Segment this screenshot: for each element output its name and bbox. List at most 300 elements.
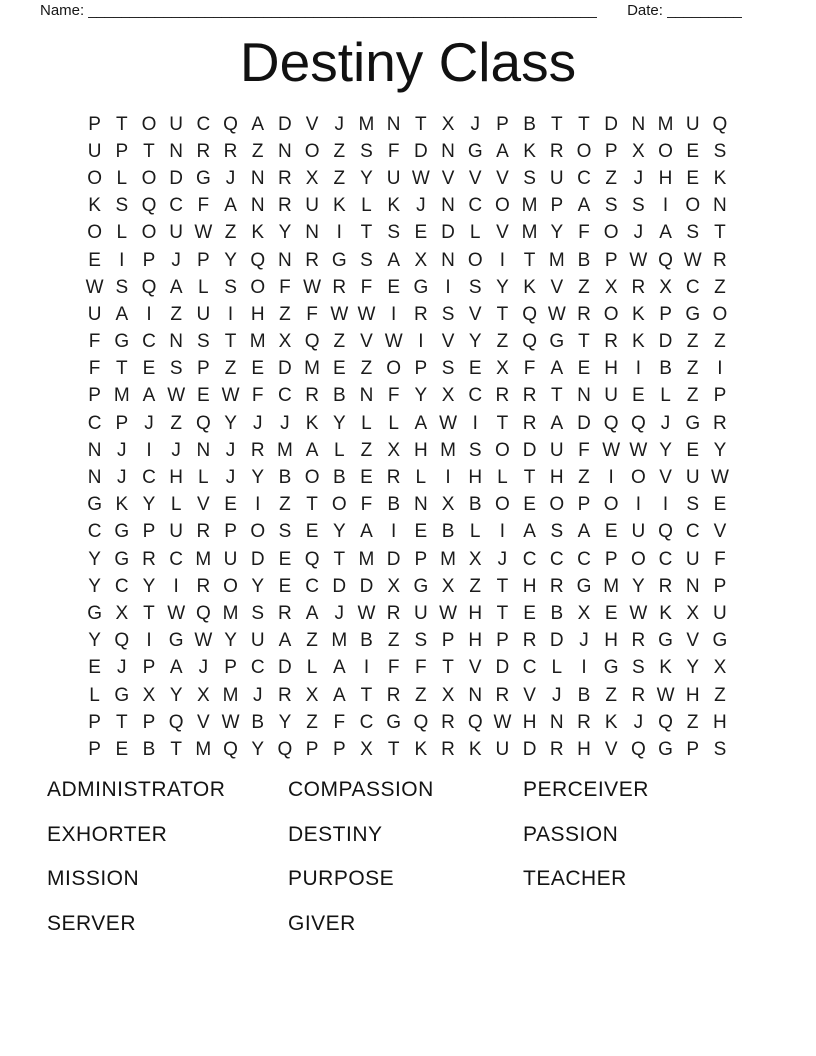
grid-letter: Y <box>88 630 101 652</box>
grid-letter: B <box>251 711 265 733</box>
grid-letter: B <box>577 249 591 271</box>
grid-letter: T <box>387 738 400 760</box>
grid-letter: O <box>141 222 157 244</box>
word-list-item: GIVER <box>288 911 356 935</box>
word-list-item: COMPASSION <box>288 778 434 801</box>
grid-letter: G <box>114 684 130 706</box>
grid-letter: U <box>223 548 238 570</box>
grid-letter: I <box>608 467 614 489</box>
grid-letter: A <box>169 276 183 298</box>
grid-letter: N <box>441 195 455 217</box>
grid-letter: T <box>578 331 590 353</box>
grid-letter: Z <box>333 167 346 189</box>
grid-letter: R <box>631 630 646 652</box>
grid-letter: P <box>577 494 591 516</box>
grid-letter: E <box>251 358 265 380</box>
grid-letter: L <box>415 467 427 489</box>
grid-letter: W <box>330 303 349 325</box>
grid-letter: I <box>635 358 641 380</box>
grid-letter: R <box>658 575 673 597</box>
grid-letter: X <box>360 738 373 760</box>
grid-letter: W <box>194 222 213 244</box>
grid-letter: N <box>468 684 483 706</box>
word-list-column <box>47 779 225 957</box>
grid-letter: R <box>713 412 727 434</box>
grid-letter: Q <box>168 711 184 733</box>
grid-letter: O <box>141 113 157 135</box>
grid-letter: P <box>332 738 346 760</box>
grid-letter: Z <box>224 222 237 244</box>
grid-letter: K <box>523 140 536 162</box>
grid-letter: O <box>331 494 347 516</box>
grid-letter: Y <box>169 684 183 706</box>
grid-letter: X <box>659 276 672 298</box>
grid-letter: P <box>496 113 509 135</box>
grid-letter: A <box>251 113 265 135</box>
grid-letter: W <box>439 412 457 434</box>
grid-letter: R <box>604 331 619 353</box>
grid-letter: L <box>469 521 481 543</box>
grid-letter: F <box>88 358 101 380</box>
grid-letter: O <box>304 467 320 489</box>
grid-letter: Y <box>332 521 346 543</box>
grid-letter: J <box>117 439 127 461</box>
grid-letter: X <box>441 385 455 407</box>
grid-letter: M <box>304 358 320 380</box>
grid-letter: G <box>413 575 429 597</box>
grid-letter: H <box>549 467 564 489</box>
grid-letter: Q <box>277 738 293 760</box>
grid-letter: P <box>115 140 129 162</box>
grid-letter: V <box>496 222 509 244</box>
grid-letter: Z <box>415 684 427 706</box>
grid-letter: N <box>713 195 727 217</box>
grid-letter: S <box>197 331 210 353</box>
grid-letter: P <box>659 303 672 325</box>
grid-letter: S <box>115 276 129 298</box>
grid-letter: O <box>467 249 483 271</box>
grid-letter: O <box>141 167 157 189</box>
grid-letter: U <box>604 385 619 407</box>
word-list-item: ADMINISTRATOR <box>47 778 226 801</box>
grid-letter: F <box>306 303 318 325</box>
grid-letter: G <box>658 630 673 652</box>
grid-letter: T <box>523 249 536 271</box>
grid-letter: Y <box>142 494 156 516</box>
grid-letter: X <box>686 602 700 624</box>
grid-letter: C <box>142 467 156 489</box>
grid-letter: S <box>441 303 455 325</box>
grid-letter: L <box>469 222 481 244</box>
grid-letter: I <box>472 412 478 434</box>
grid-letter: K <box>468 738 482 760</box>
grid-letter: H <box>468 467 483 489</box>
name-blank-line: _____________________________________________________________ <box>88 2 598 19</box>
grid-letter: E <box>468 358 482 380</box>
grid-letter: D <box>522 738 537 760</box>
grid-letter: Y <box>224 412 237 434</box>
grid-letter: I <box>662 494 669 516</box>
grid-letter: T <box>143 602 155 624</box>
grid-letter: W <box>547 303 566 325</box>
grid-letter: V <box>550 276 564 298</box>
grid-letter: E <box>115 738 129 760</box>
grid-letter: I <box>581 657 587 679</box>
grid-letter: J <box>497 548 508 570</box>
grid-letter: K <box>604 711 618 733</box>
grid-letter: U <box>169 521 184 543</box>
grid-letter: M <box>358 113 375 135</box>
grid-letter: A <box>332 657 346 679</box>
grid-letter: Y <box>142 575 156 597</box>
grid-letter: O <box>250 276 266 298</box>
grid-letter: Z <box>170 303 182 325</box>
grid-letter: J <box>633 222 644 244</box>
grid-letter: T <box>115 113 128 135</box>
grid-letter: E <box>577 358 591 380</box>
grid-letter: Q <box>658 521 673 543</box>
grid-letter: A <box>305 439 319 461</box>
grid-letter: Q <box>114 630 130 652</box>
grid-letter: O <box>549 494 565 516</box>
grid-letter: F <box>387 657 400 679</box>
grid-letter: M <box>195 738 212 760</box>
grid-letter: Y <box>414 385 428 407</box>
grid-letter: R <box>278 602 292 624</box>
grid-letter: T <box>115 711 128 733</box>
grid-letter: E <box>88 657 101 679</box>
grid-letter: K <box>414 738 428 760</box>
grid-letter: K <box>659 657 672 679</box>
grid-letter: G <box>658 738 673 760</box>
grid-letter: M <box>521 195 538 217</box>
grid-letter: G <box>168 630 184 652</box>
grid-letter: G <box>413 276 429 298</box>
grid-letter: G <box>467 140 483 162</box>
grid-letter: F <box>88 331 101 353</box>
grid-letter: S <box>686 222 700 244</box>
grid-letter: G <box>685 303 701 325</box>
grid-letter: S <box>468 276 482 298</box>
grid-letter: C <box>685 521 700 543</box>
grid-letter: Z <box>333 331 346 353</box>
grid-letter: N <box>250 195 265 217</box>
grid-letter: P <box>550 195 564 217</box>
grid-letter: W <box>167 385 186 407</box>
grid-letter: C <box>577 167 591 189</box>
grid-letter: E <box>604 521 618 543</box>
grid-letter: L <box>89 684 100 706</box>
grid-letter: C <box>577 548 591 570</box>
grid-letter: R <box>413 303 428 325</box>
grid-letter: H <box>577 738 591 760</box>
grid-letter: N <box>87 467 102 489</box>
grid-letter: X <box>441 684 455 706</box>
grid-letter: M <box>195 548 212 570</box>
grid-letter: D <box>577 412 591 434</box>
grid-letter: O <box>386 358 402 380</box>
grid-letter: Y <box>332 412 346 434</box>
grid-letter: C <box>522 657 537 679</box>
grid-letter: Y <box>251 467 265 489</box>
grid-letter: N <box>359 385 374 407</box>
grid-letter: S <box>414 630 428 652</box>
grid-letter: X <box>441 575 455 597</box>
grid-letter: S <box>278 521 292 543</box>
grid-letter: L <box>198 467 209 489</box>
grid-letter: T <box>578 113 590 135</box>
grid-letter: O <box>603 222 619 244</box>
grid-letter: K <box>115 494 129 516</box>
grid-letter: L <box>388 412 399 434</box>
grid-letter: D <box>169 167 184 189</box>
grid-letter: G <box>685 412 701 434</box>
grid-letter: Z <box>360 358 373 380</box>
grid-letter: K <box>305 412 319 434</box>
grid-letter: R <box>631 276 646 298</box>
grid-letter: N <box>305 222 319 244</box>
grid-letter: Y <box>251 738 265 760</box>
grid-letter: Q <box>223 738 238 760</box>
grid-letter: P <box>142 657 156 679</box>
grid-letter: T <box>714 222 726 244</box>
grid-letter: X <box>414 249 428 271</box>
grid-letter: A <box>360 521 373 543</box>
grid-letter: A <box>305 602 319 624</box>
grid-letter: C <box>658 548 673 570</box>
grid-letter: O <box>685 195 701 217</box>
grid-letter: M <box>222 602 239 624</box>
grid-letter: P <box>142 711 156 733</box>
grid-letter: W <box>357 303 376 325</box>
grid-letter: Z <box>306 711 318 733</box>
grid-letter: H <box>604 358 619 380</box>
grid-letter: Y <box>224 630 237 652</box>
grid-letter: H <box>522 575 537 597</box>
grid-letter: N <box>631 113 646 135</box>
grid-letter: P <box>197 249 210 271</box>
grid-letter: T <box>550 113 563 135</box>
grid-letter: D <box>658 331 673 353</box>
word-list-column <box>288 779 434 957</box>
grid-letter: E <box>604 602 618 624</box>
grid-letter: O <box>87 222 102 244</box>
grid-letter: F <box>578 439 590 461</box>
grid-letter: G <box>603 657 619 679</box>
grid-letter: K <box>713 167 727 189</box>
grid-letter: O <box>495 195 510 217</box>
grid-letter: P <box>88 711 101 733</box>
grid-letter: T <box>333 548 346 570</box>
grid-letter: F <box>387 385 400 407</box>
grid-letter: U <box>169 113 184 135</box>
grid-letter: Q <box>658 249 673 271</box>
page-title: Destiny Class <box>239 31 577 93</box>
grid-letter: I <box>418 331 424 353</box>
grid-letter: D <box>413 140 428 162</box>
grid-letter: X <box>142 684 156 706</box>
grid-letter: Z <box>360 439 373 461</box>
grid-letter: R <box>142 548 156 570</box>
grid-letter: B <box>441 521 455 543</box>
grid-letter: V <box>659 467 672 489</box>
grid-letter: J <box>117 467 127 489</box>
grid-letter: E <box>278 548 292 570</box>
grid-letter: M <box>249 331 266 353</box>
grid-letter: W <box>384 331 403 353</box>
grid-letter: Z <box>686 385 699 407</box>
grid-letter: R <box>549 140 564 162</box>
grid-letter: A <box>577 521 591 543</box>
grid-letter: W <box>167 602 186 624</box>
grid-letter: E <box>142 358 156 380</box>
grid-letter: G <box>195 167 211 189</box>
grid-letter: N <box>278 140 292 162</box>
grid-letter: I <box>662 195 669 217</box>
grid-letter: R <box>250 439 265 461</box>
grid-letter: D <box>278 657 292 679</box>
grid-letter: D <box>549 630 564 652</box>
grid-letter: P <box>197 358 210 380</box>
grid-letter: P <box>305 738 319 760</box>
grid-letter: C <box>278 385 292 407</box>
grid-letter: B <box>332 467 346 489</box>
grid-letter: K <box>88 195 101 217</box>
name-label: Name: <box>40 2 85 19</box>
grid-letter: H <box>250 303 265 325</box>
grid-letter: X <box>115 602 129 624</box>
grid-letter: X <box>441 494 455 516</box>
grid-letter: Z <box>686 711 699 733</box>
grid-letter: U <box>713 602 727 624</box>
grid-letter: J <box>633 711 644 733</box>
grid-letter: R <box>305 385 319 407</box>
grid-letter: X <box>305 167 319 189</box>
grid-letter: G <box>712 630 728 652</box>
grid-letter: X <box>197 684 210 706</box>
grid-letter: I <box>146 303 152 325</box>
grid-letter: P <box>224 521 237 543</box>
grid-letter: O <box>495 439 510 461</box>
grid-letter: R <box>549 738 564 760</box>
grid-letter: Z <box>306 630 318 652</box>
word-list-column <box>523 779 649 913</box>
grid-letter: B <box>468 494 482 516</box>
grid-letter: Z <box>686 331 699 353</box>
grid-letter: M <box>113 385 130 407</box>
grid-letter: U <box>685 113 700 135</box>
grid-letter: A <box>142 385 156 407</box>
grid-letter: T <box>523 467 536 489</box>
grid-letter: F <box>714 548 726 570</box>
grid-letter: F <box>360 494 373 516</box>
grid-letter: L <box>361 412 372 434</box>
grid-letter: A <box>550 412 564 434</box>
grid-letter: X <box>387 439 400 461</box>
grid-letter: N <box>441 140 455 162</box>
grid-letter: J <box>633 167 644 189</box>
grid-letter: N <box>413 494 428 516</box>
grid-letter: A <box>577 195 591 217</box>
grid-letter: M <box>222 684 239 706</box>
grid-letter: S <box>686 494 700 516</box>
grid-letter: I <box>499 521 506 543</box>
grid-letter: C <box>468 195 483 217</box>
grid-letter: A <box>224 195 237 217</box>
grid-letter: S <box>523 167 536 189</box>
grid-letter: R <box>278 195 292 217</box>
grid-letter: C <box>305 575 319 597</box>
date-label: Date: <box>627 2 663 19</box>
grid-letter: K <box>251 222 265 244</box>
grid-letter: R <box>577 303 591 325</box>
grid-letter: E <box>88 249 101 271</box>
grid-letter: R <box>522 385 537 407</box>
grid-letter: N <box>441 249 455 271</box>
grid-letter: O <box>576 140 592 162</box>
grid-letter: T <box>415 113 427 135</box>
grid-letter: D <box>604 113 619 135</box>
grid-letter: R <box>305 249 319 271</box>
grid-letter: J <box>470 113 480 135</box>
grid-letter: R <box>441 711 455 733</box>
grid-letter: R <box>495 684 510 706</box>
grid-letter: J <box>579 630 589 652</box>
grid-letter: H <box>658 167 673 189</box>
grid-letter: V <box>604 738 618 760</box>
grid-letter: C <box>468 385 483 407</box>
grid-letter: Y <box>88 548 101 570</box>
grid-letter: H <box>713 711 727 733</box>
grid-letter: Z <box>469 575 482 597</box>
grid-letter: Y <box>659 439 672 461</box>
grid-letter: Q <box>141 195 157 217</box>
grid-letter: W <box>602 439 621 461</box>
grid-letter: V <box>441 331 455 353</box>
grid-letter: R <box>332 276 347 298</box>
grid-letter: Q <box>630 738 646 760</box>
grid-letter: L <box>361 195 372 217</box>
grid-letter: N <box>386 113 401 135</box>
grid-letter: F <box>523 358 536 380</box>
grid-letter: Q <box>195 602 211 624</box>
grid-letter: A <box>169 657 183 679</box>
grid-letter: P <box>88 385 101 407</box>
grid-letter: U <box>685 467 700 489</box>
grid-letter: W <box>357 602 376 624</box>
grid-letter: Q <box>223 113 238 135</box>
grid-letter: Z <box>605 684 617 706</box>
grid-letter: U <box>549 439 564 461</box>
grid-letter: Y <box>251 575 265 597</box>
date-blank-line: _________ <box>666 2 743 19</box>
grid-letter: T <box>496 602 509 624</box>
grid-letter: K <box>523 276 536 298</box>
grid-letter: I <box>445 276 451 298</box>
grid-letter: H <box>468 630 483 652</box>
grid-letter: Q <box>522 331 537 353</box>
grid-letter: V <box>441 167 455 189</box>
grid-letter: D <box>441 222 455 244</box>
grid-letter: L <box>198 276 209 298</box>
grid-letter: Y <box>496 276 509 298</box>
grid-letter: B <box>278 467 292 489</box>
grid-letter: F <box>578 222 590 244</box>
grid-letter: I <box>336 222 342 244</box>
grid-letter: I <box>717 358 723 380</box>
grid-letter: B <box>332 385 346 407</box>
grid-letter: F <box>415 657 427 679</box>
